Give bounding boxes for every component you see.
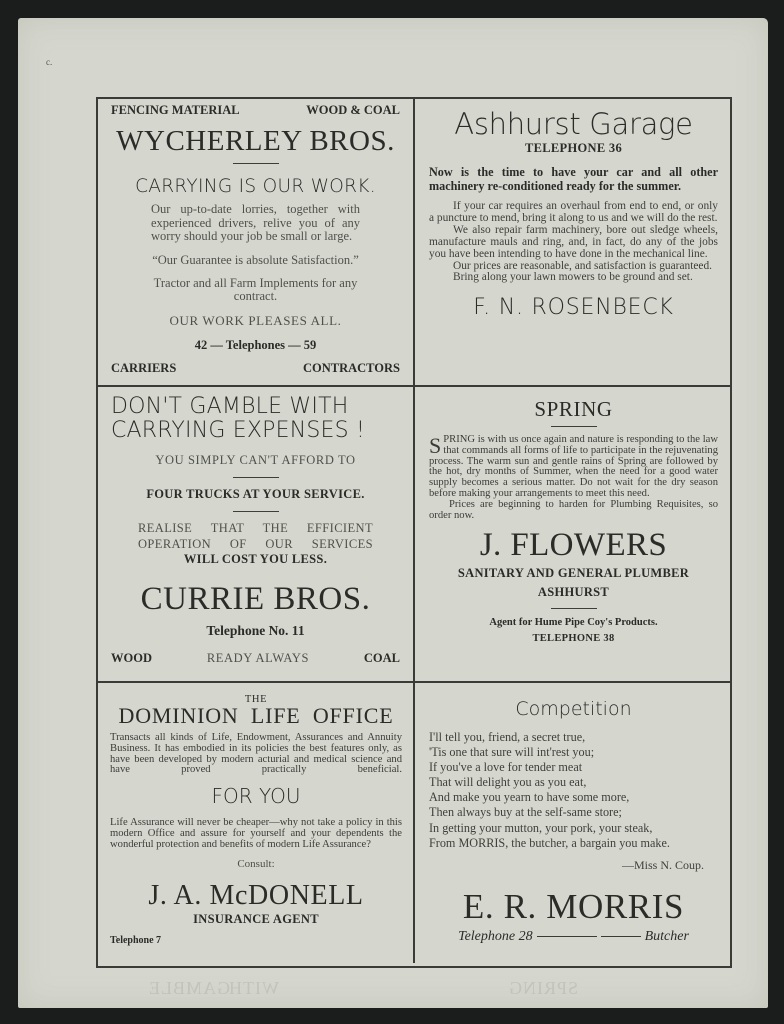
drop-cap: S xyxy=(429,433,442,458)
telephone: Telephone 28 xyxy=(458,928,533,944)
paragraph: Bring along your lawn mowers to be ground and set. xyxy=(453,271,693,284)
consult-label: Consult: xyxy=(237,857,275,870)
label-coal: COAL xyxy=(363,651,400,665)
agent-title: INSURANCE AGENT xyxy=(193,911,319,926)
label-contractors: CONTRACTORS xyxy=(302,361,400,375)
lead-text: Now is the time to have your car and all other machinery re-conditioned ready for the summer. xyxy=(429,165,718,193)
ad-ashhurst-garage xyxy=(416,97,732,384)
business-name: DOMINION LIFE OFFICE xyxy=(118,703,394,728)
magazine-page xyxy=(18,18,768,1008)
ad-body-2: Life Assurance will never be cheaper—why not take a policy in this modern Office and assure for yourself and your dependents the wonderful protection and benefits of modern Life Assurance? xyxy=(110,817,402,850)
ad-currie-bros xyxy=(96,387,414,674)
poem-line: From MORRIS, the butcher, a bargain you make. xyxy=(429,835,670,850)
business-name: Ashhurst Garage xyxy=(454,107,693,141)
poem xyxy=(429,730,718,851)
dash-rule xyxy=(537,936,597,937)
the-label: THE xyxy=(244,694,268,705)
ad-body: Transacts all kinds of Life, Endowment, Assurances and Annuity Business. It has embodied in its policies the best features only, as have been developed by modern acturial and medical science and have proved practically beneficial. xyxy=(110,732,402,776)
ad-body: Our up-to-date lorries, together with experienced drivers, relive you of any worry should your job be small or large. xyxy=(151,202,360,243)
telephone: TELEPHONE 38 xyxy=(532,633,615,645)
ad-header-row xyxy=(111,103,400,118)
agent-name: J. A. McDONELL xyxy=(148,879,364,911)
poem-title: Competition xyxy=(515,698,632,720)
poem-attribution: —Miss N. Coup. xyxy=(621,857,704,872)
trucks-text: FOUR TRUCKS AT YOUR SERVICE. xyxy=(146,487,365,501)
label-fencing-material: FENCING MATERIAL xyxy=(111,103,240,117)
divider-rule xyxy=(551,608,597,609)
ad-footer-line xyxy=(429,929,718,945)
poem-line: That will delight you as you eat, xyxy=(429,775,587,790)
ad-footer-row xyxy=(111,651,400,666)
divider-rule xyxy=(233,511,279,512)
realise-text: REALISE THAT THE EFFICIENT OPERATION OF OUR SERVICES xyxy=(138,521,373,551)
label-wood: WOOD xyxy=(111,651,152,665)
label-wood-coal: WOOD & COAL xyxy=(306,103,400,117)
paragraph: We also repair farm machinery, bore out sledge wheels, manufacture mauls and ring, and, in fact, do any of the jobs you have been intending to have done in the mechanical line. xyxy=(429,223,718,260)
bleed-through-text: GAMBLE xyxy=(148,978,230,998)
guarantee-quote: “Our Guarantee is absolute Satisfaction.” xyxy=(152,252,359,267)
bleed-through-text: SPRING xyxy=(508,978,579,998)
telephones: 42 — Telephones — 59 xyxy=(194,337,317,352)
trade: Butcher xyxy=(644,928,689,944)
divider-rule xyxy=(233,163,279,164)
poem-line: If you've a love for tender meat xyxy=(429,760,583,775)
advertisement-grid xyxy=(96,97,732,967)
agent-text: Agent for Hume Pipe Coy's Products. xyxy=(489,617,658,629)
afford-text: YOU SIMPLY CAN'T AFFORD TO xyxy=(155,453,356,467)
for-you-heading: FOR YOU xyxy=(211,784,301,809)
telephone: Telephone 7 xyxy=(110,934,162,946)
paragraph: Prices are beginning to harden for Plumbing Requisites, so order now. xyxy=(429,498,718,521)
divider-rule xyxy=(233,477,279,478)
pleases-all: OUR WORK PLEASES ALL. xyxy=(169,312,342,328)
ad-body xyxy=(429,435,718,521)
telephone: TELEPHONE 36 xyxy=(524,141,623,155)
business-name: CURRIE BROS. xyxy=(140,581,371,617)
poem-line: Then always buy at the self-same store; xyxy=(429,805,622,820)
divider-rule xyxy=(551,426,597,427)
poem-line: 'Tis one that sure will int'rest you; xyxy=(429,745,595,760)
ad-footer-row xyxy=(111,361,400,376)
paragraph: If your car requires an overhaul from end to end, or only a puncture to mend, bring it along to us and we will do the rest. xyxy=(429,200,718,224)
telephone: Telephone No. 11 xyxy=(206,623,305,638)
dash-rule xyxy=(601,936,641,937)
trade: SANITARY AND GENERAL PLUMBER xyxy=(457,566,690,581)
label-ready-always: READY ALWAYS xyxy=(206,651,310,665)
headline-line-1: DON'T GAMBLE WITH xyxy=(111,394,349,419)
paragraph: Our prices are reasonable, and satisfaction is guaranteed. xyxy=(453,259,713,272)
label-carriers: CARRIERS xyxy=(111,361,177,375)
corner-mark: c. xyxy=(46,57,53,67)
ad-dominion-life-office xyxy=(96,684,414,967)
headline-line-2: CARRYING EXPENSES ! xyxy=(111,418,366,443)
ad-j-flowers xyxy=(416,387,732,681)
business-name: J. FLOWERS xyxy=(479,527,668,564)
business-name: E. R. MORRIS xyxy=(462,886,685,926)
cost-less-text: WILL COST YOU LESS. xyxy=(183,552,328,566)
ad-body xyxy=(429,201,718,284)
ad-wycherley-bros xyxy=(96,97,414,384)
business-name: WYCHERLEY BROS. xyxy=(116,125,395,157)
poem-line: I'll tell you, friend, a secret true, xyxy=(429,730,586,744)
tractor-text: Tractor and all Farm Implements for any contract. xyxy=(153,275,358,303)
poem-line: And make you yearn to have some more, xyxy=(429,790,630,805)
ad-e-r-morris xyxy=(416,684,732,967)
proprietor-name: F. N. ROSENBECK xyxy=(473,295,674,321)
slogan: CARRYING IS OUR WORK. xyxy=(135,176,376,197)
section-title: SPRING xyxy=(534,397,613,421)
poem-line: In getting your mutton, your pork, your steak, xyxy=(429,820,653,835)
paragraph: PRING is with us once again and nature is responding to the law that commands all forms of life to participate in the rejuvenating process. The warm sun and gentle rains of Spring are followed by the hot, dry months of Summer, when the need for a good water supply becomes a serious matter. Do not wait for the dry season before making your arrangements to meet this need. xyxy=(429,434,718,499)
divider-row-2 xyxy=(96,681,732,683)
bleed-through-text: WITH xyxy=(228,978,279,998)
town: ASHHURST xyxy=(537,585,610,600)
